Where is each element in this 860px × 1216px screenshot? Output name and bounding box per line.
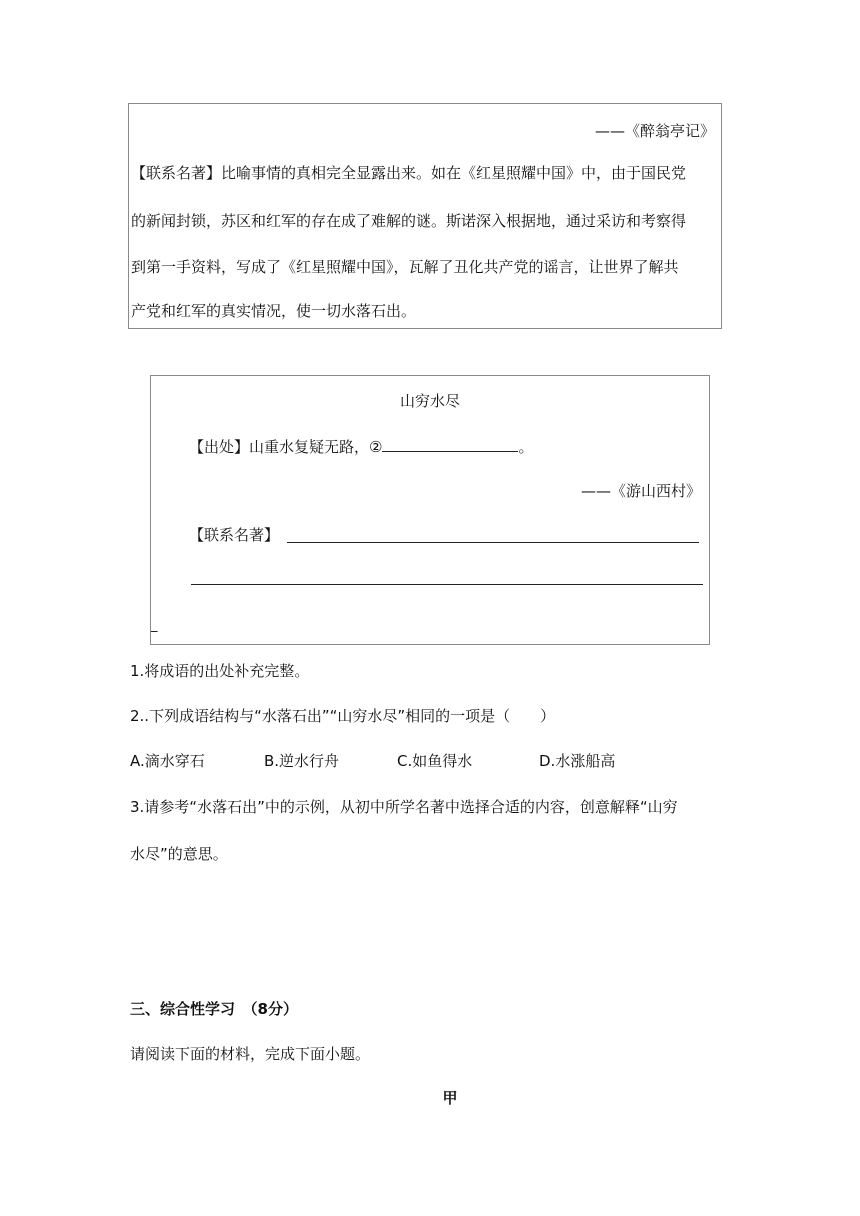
option-b[interactable]: B.逆水行舟 bbox=[264, 752, 340, 770]
answer-line-1[interactable] bbox=[287, 542, 699, 543]
idiom-box-shanqiongshuijin bbox=[150, 375, 710, 645]
source-youshanxicun: ——《游山西村》 bbox=[580, 482, 701, 500]
link-text-line-2: 的新闻封锁，苏区和红军的存在成了难解的谜。斯诺深入根据地，通过采访和考察得 bbox=[131, 212, 687, 230]
section-3-heading: 三、综合性学习 （8分） bbox=[130, 1000, 298, 1018]
origin-label: 【出处】山重水复疑无路，② bbox=[189, 438, 383, 456]
option-a[interactable]: A.滴水穿石 bbox=[130, 752, 205, 770]
origin-line bbox=[189, 436, 533, 457]
stray-mark: _ bbox=[151, 618, 158, 633]
question-1: 1.将成语的出处补充完整。 bbox=[130, 662, 310, 680]
question-2: 2..下列成语结构与“水落石出”“山穷水尽”相同的一项是（ ） bbox=[130, 707, 556, 725]
material-jia-title: 甲 bbox=[442, 1089, 458, 1107]
question-3-line-2: 水尽”的意思。 bbox=[130, 845, 228, 863]
option-c[interactable]: C.如鱼得水 bbox=[397, 752, 473, 770]
link-label: 【联系名著】 bbox=[189, 526, 280, 544]
link-text-line-4: 产党和红军的真实情况，使一切水落石出。 bbox=[131, 302, 417, 320]
option-d[interactable]: D.水涨船高 bbox=[539, 752, 616, 770]
question-3-line-1: 3.请参考“水落石出”中的示例，从初中所学名著中选择合适的内容，创意解释“山穷 bbox=[130, 798, 678, 816]
link-text-line-1: 【联系名著】比喻事情的真相完全显露出来。如在《红星照耀中国》中，由于国民党 bbox=[131, 164, 687, 182]
origin-blank[interactable] bbox=[382, 437, 518, 452]
link-text-line-3: 到第一手资料，写成了《红星照耀中国》，瓦解了丑化共产党的谣言，让世界了解共 bbox=[131, 258, 679, 276]
origin-end: 。 bbox=[518, 438, 534, 456]
idiom-title: 山穷水尽 bbox=[399, 392, 460, 410]
answer-line-2[interactable] bbox=[191, 584, 703, 585]
section-3-instruction: 请阅读下面的材料，完成下面小题。 bbox=[130, 1045, 371, 1063]
idiom-box-shuiluoshichu bbox=[128, 103, 722, 329]
source-zuiwengtingji: ——《醉翁亭记》 bbox=[594, 122, 715, 140]
